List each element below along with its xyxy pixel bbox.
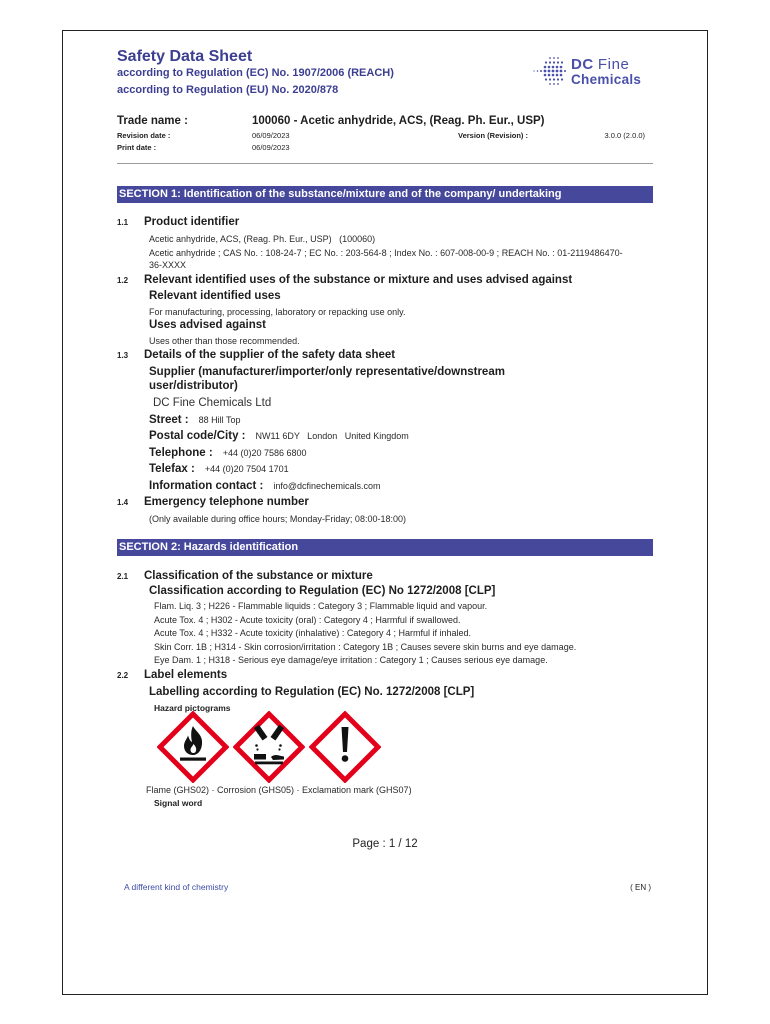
regulation-eu: according to Regulation (EU) No. 2020/878 (117, 84, 339, 96)
section-2-2-heading: Label elements (144, 669, 228, 681)
telephone-value: +44 (0)20 7586 6800 (222, 448, 307, 458)
list-item: Eye Dam. 1 ; H318 - Serious eye damage/eye irritation : Category 1 ; Causes serious eye damage. (154, 655, 548, 665)
header-divider (117, 163, 653, 164)
postal-value: NW11 6DY London United Kingdom (255, 431, 409, 441)
street-label: Street : (149, 414, 189, 426)
classification-list (154, 600, 576, 668)
section-1-2-number: 1.2 (117, 276, 129, 285)
section-1-3-heading: Details of the supplier of the safety data sheet (144, 349, 396, 361)
logo-dots-icon (533, 56, 567, 86)
logo-chemicals: Chemicals (571, 72, 642, 87)
hazard-pictograms-label: Hazard pictograms (154, 703, 231, 713)
classification-subheading: Classification according to Regulation (EC) No 1272/2008 [CLP] (149, 585, 496, 597)
identified-uses-text: For manufacturing, processing, laboratory or repacking use only. (149, 306, 406, 317)
list-item: Acute Tox. 4 ; H302 - Acute toxicity (oral) : Category 4 ; Harmful if swallowed. (154, 614, 461, 625)
labelling-subheading: Labelling according to Regulation (EC) No. 1272/2008 [CLP] (149, 686, 475, 698)
revision-date-value: 06/09/2023 (252, 131, 290, 140)
identified-uses-heading: Relevant identified uses (149, 290, 281, 302)
section-2-1-heading: Classification of the substance or mixture (144, 570, 373, 582)
trade-name-value: 100060 - Acetic anhydride, ACS, (Reag. Ph. Eur., USP) (252, 115, 545, 127)
emergency-telephone-text: (Only available during office hours; Monday-Friday; 08:00-18:00) (149, 513, 406, 524)
product-identifier-line: Acetic anhydride, ACS, (Reag. Ph. Eur., USP) (100060) (149, 233, 376, 244)
signal-word-label: Signal word (154, 798, 203, 808)
document-title: Safety Data Sheet (117, 48, 253, 65)
uses-advised-against-heading: Uses advised against (149, 319, 266, 331)
print-date-value: 06/09/2023 (252, 143, 290, 152)
section-2-1-number: 2.1 (117, 572, 129, 581)
section-1-1-number: 1.1 (117, 218, 129, 227)
information-contact-row (149, 480, 381, 494)
product-identifier-line: 36-XXXX (149, 259, 187, 270)
corrosion-pictogram-icon (233, 711, 305, 783)
supplier-heading: Supplier (manufacturer/importer/only representative/downstream (149, 366, 505, 378)
logo-dc: DC (571, 56, 594, 73)
pictograms-caption: Flame (GHS02) · Corrosion (GHS05) · Exclamation mark (GHS07) (146, 784, 412, 795)
section-1-2-heading: Relevant identified uses of the substance or mixture and uses advised against (144, 274, 573, 286)
print-date-label: Print date : (117, 143, 157, 152)
section-2-title: SECTION 2: Hazards identification (117, 539, 653, 556)
information-contact-label: Information contact : (149, 480, 264, 492)
revision-date-label: Revision date : (117, 131, 171, 140)
telephone-row (149, 447, 307, 461)
version-label: Version (Revision) : (458, 131, 529, 140)
street-value: 88 Hill Top (198, 415, 241, 425)
section-1-1-heading: Product identifier (144, 216, 240, 228)
exclamation-mark-pictogram-icon (309, 711, 381, 783)
section-1-4-heading: Emergency telephone number (144, 496, 309, 508)
postal-label: Postal code/City : (149, 430, 246, 442)
version-value: 3.0.0 (2.0.0) (604, 131, 645, 140)
telephone-label: Telephone : (149, 447, 213, 459)
flame-pictogram-icon (157, 711, 229, 783)
regulation-reach: according to Regulation (EC) No. 1907/2006 (REACH) (117, 67, 394, 79)
postal-row (149, 430, 409, 444)
uses-advised-against-text: Uses other than those recommended. (149, 335, 300, 346)
section-1-title: SECTION 1: Identification of the substance/mixture and of the company/ undertaking (117, 186, 653, 203)
supplier-company: DC Fine Chemicals Ltd (153, 397, 272, 409)
telefax-row (149, 463, 289, 477)
logo-fine: Fine (597, 56, 630, 73)
section-1-3-number: 1.3 (117, 351, 129, 360)
footer-tagline: A different kind of chemistry (124, 882, 229, 892)
supplier-heading: user/distributor) (149, 380, 238, 392)
list-item: Skin Corr. 1B ; H314 - Skin corrosion/irritation : Category 1B ; Causes severe skin burns and eye damage. (154, 641, 577, 652)
list-item: Flam. Liq. 3 ; H226 - Flammable liquids : Category 3 ; Flammable liquid and vapour. (154, 601, 488, 611)
information-contact-email: info@dcfinechemicals.com (273, 481, 381, 491)
section-1-4-number: 1.4 (117, 498, 129, 507)
section-2-2-number: 2.2 (117, 671, 129, 680)
street-row (149, 414, 240, 428)
trade-name-label: Trade name : (117, 115, 188, 127)
page-number: Page : 1 / 12 (352, 838, 418, 850)
language-code: ( EN ) (630, 883, 651, 892)
telefax-label: Telefax : (149, 463, 195, 475)
telefax-value: +44 (0)20 7504 1701 (204, 464, 289, 474)
list-item: Acute Tox. 4 ; H332 - Acute toxicity (inhalative) : Category 4 ; Harmful if inhaled. (154, 628, 471, 638)
product-identifier-line: Acetic anhydride ; CAS No. : 108-24-7 ; EC No. : 203-564-8 ; Index No. : 607-008-00-9 ; REACH No. : 01-2119486470- (149, 247, 623, 258)
